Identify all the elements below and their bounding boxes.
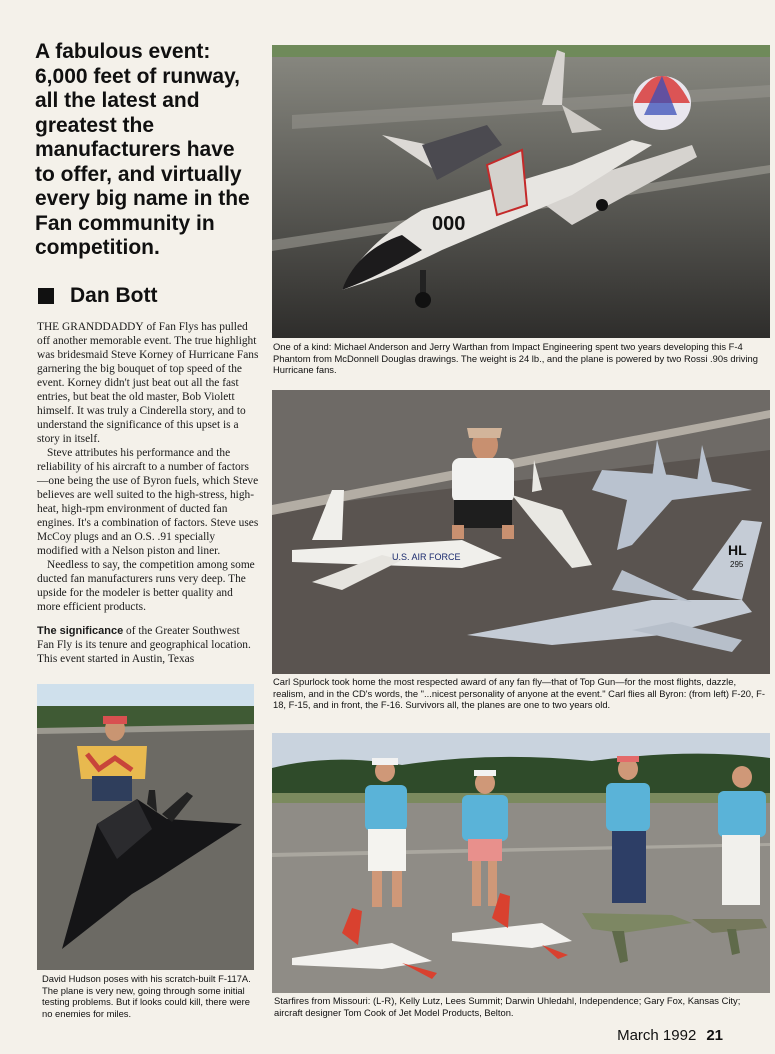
article-body (37, 320, 259, 666)
phantom-nose-number: 000 (432, 213, 466, 235)
top-gun-image (272, 390, 770, 674)
caption-f117a: David Hudson poses with his scratch-built F-117A. The plane is very new, going through some initial testing problems. But if looks could kill, there were no enemies for miles. (42, 973, 251, 1019)
paragraph-1 (37, 320, 259, 446)
paragraph-lead: The significance (37, 625, 124, 637)
paragraph-text: of the Greater Southwest Fan Fly is its tenure and geographical location. This event started in Austin, Texas (37, 625, 251, 665)
paragraph-3: Needless to say, the competition among some ducted fan manufacturers runs very deep. The upside for the modeler is better quality and more efficient products. (37, 559, 255, 613)
photo-top-gun (272, 390, 770, 674)
page-footer (617, 1027, 723, 1044)
byline (38, 284, 158, 308)
starfires-image (272, 733, 770, 993)
bullet-square-icon (38, 288, 54, 304)
paragraph-2: Steve attributes his performance and the reliability of his aircraft to a number of factors—one being the use of Byron fuels, which Steve believes are well suited to the high-stress, high-heat, high-rpm environment of ducted fan engines. It's a combination of factors. Steve uses McCoy plugs and an O.S. .91 specially modified with a Nelson piston and liner. (37, 447, 259, 557)
caption-top-gun: Carl Spurlock took home the most respected award of any fan fly—that of Top Gun—for the most flights, dazzle, realism, and in the CD's words, the "...nicest personality of anyone at the event." Carl flies all Byron: (from left) F-20, F-18, F-15, and in front, the F-16. Survivors all, the planes are one to two years old. (273, 676, 765, 711)
tail-code: HL (728, 542, 747, 558)
f4-phantom-image (272, 45, 770, 338)
issue-date: March 1992 (617, 1027, 697, 1044)
photo-f4-phantom (272, 45, 770, 338)
caption-starfires: Starfires from Missouri: (L-R), Kelly Lutz, Lees Summit; Darwin Uhledahl, Independence; Gary Fox, Kansas City; aircraft designer Tom Cook of Jet Model Products, Belton. (274, 995, 741, 1018)
photo-f117a (37, 684, 254, 970)
tail-number: 295 (730, 560, 744, 569)
author-name: Dan Bott (70, 284, 158, 307)
paragraph-lead: THE GRANDDADDY (37, 321, 144, 333)
caption-phantom: One of a kind: Michael Anderson and Jerry Warthan from Impact Engineering spent two years developing this F-4 Phantom from McDonnell Douglas drawings. The weight is 24 lb., and the plane is powered by two Rossi .90s driving Hurricane fans. (273, 341, 758, 376)
photo-starfires (272, 733, 770, 993)
page-number: 21 (706, 1027, 723, 1044)
f117a-image (37, 684, 254, 970)
usaf-marking: U.S. AIR FORCE (392, 552, 461, 562)
headline: A fabulous event: 6,000 feet of runway, all the latest and greatest the manufacturers have to offer, and virtually every big name in the Fan community in competition. (35, 40, 250, 259)
paragraph-text: of Fan Flys has pulled off another memorable event. The true highlight was bridesmaid Steve Korney of Hurricane Fans garnering the big bouquet of top speed of the event. Korney didn't just beat out all the fast entries, but beat the old master, Bob Violett himself. It was truly a Cinderella story, and to understand the significance of this upset is a story in itself. (37, 321, 259, 445)
paragraph-4 (37, 624, 259, 666)
